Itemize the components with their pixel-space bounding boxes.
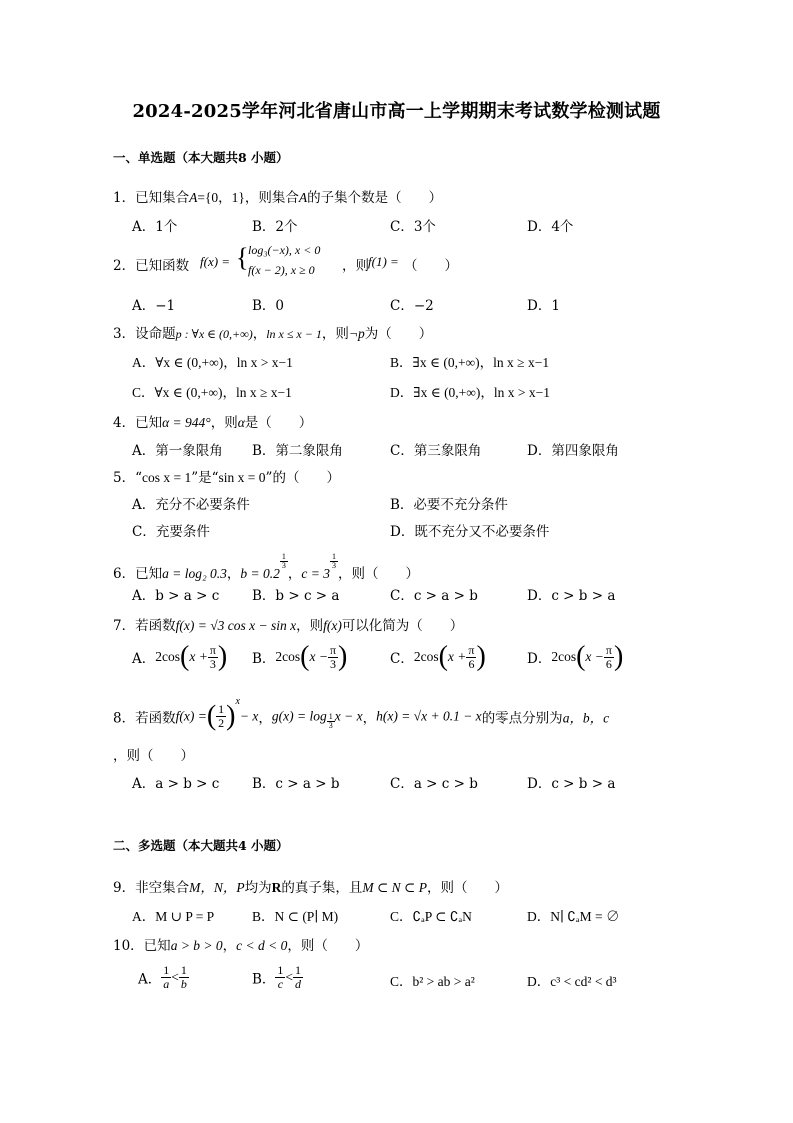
question-8-option-a: A．a > b > c bbox=[132, 776, 220, 792]
question-6-stem: 6．已知a = log₂ 0.3，b = 0.2 $^{\frac{1}{3}}$ ，c = 3 $^{\frac{1}{3}}$ ，则（ ） bbox=[113, 552, 420, 582]
question-2-case-1: log₃(−x), x < 0 bbox=[248, 243, 321, 257]
question-8-option-b: B．c > a > b bbox=[252, 776, 340, 792]
question-9-option-d: D．N∣ ∁ₐM = ∅ bbox=[527, 909, 620, 924]
question-6-exp-b: 1 3 bbox=[281, 552, 286, 570]
question-3-option-d: D．∃x ∈ (0,+∞)，ln x > x−1 bbox=[390, 385, 551, 400]
question-5-option-c: C．充要条件 bbox=[132, 524, 210, 540]
question-7-option-b: B．2cos(x − $\frac{\pi}{3}$ ) bbox=[252, 641, 348, 672]
question-3-stem: 3．设命题p : ∀x ∈ (0,+∞)，ln x ≤ x − 1，则¬p为（ ） bbox=[113, 326, 433, 342]
question-8-option-c: C．a > c > b bbox=[390, 776, 478, 792]
question-9-option-c: C．∁ₐP ⊂ ∁ₐN bbox=[390, 909, 472, 924]
question-10-stem: 10．已知a > b > 0，c < d < 0，则（ ） bbox=[113, 938, 369, 954]
question-7-option-c: C．2cos(x + $\frac{\pi}{6}$ ) bbox=[390, 641, 486, 672]
question-5-option-b: B．必要不充分条件 bbox=[390, 497, 508, 513]
question-1-option-a: A．1个 bbox=[132, 219, 178, 235]
question-7-option-d: D．2cos(x − $\frac{\pi}{6}$ ) bbox=[527, 641, 624, 672]
question-4-stem: 4．已知α = 944°，则α是（ ） bbox=[113, 415, 313, 431]
section-heading-single-choice: 一、单选题（本大题共8 小题） bbox=[113, 150, 289, 165]
question-2-option-a: A．−1 bbox=[132, 298, 176, 314]
question-10-option-d: D．c³ < cd² < d³ bbox=[527, 974, 617, 989]
question-6-option-c: C．c > a > b bbox=[390, 588, 478, 604]
question-9-option-b: B．N ⊂ (P∣ M) bbox=[252, 909, 339, 924]
question-7-option-a: A．2cos(x + $\frac{\pi}{3}$ ) bbox=[132, 641, 228, 672]
question-2-fx: f(x) = bbox=[200, 254, 231, 269]
question-4-option-b: B．第二象限角 bbox=[252, 443, 343, 459]
question-4-option-d: D．第四象限角 bbox=[527, 443, 619, 459]
question-10-option-a: A． $\frac{1}{a}$ < $\frac{1}{b}$ bbox=[138, 963, 187, 991]
question-2-case-2: f(x − 2), x ≥ 0 bbox=[248, 263, 315, 277]
question-2-stem-suffix: （ ） bbox=[404, 258, 458, 274]
question-10-option-c: C．b² > ab > a² bbox=[390, 974, 475, 989]
question-2-option-c: C．−2 bbox=[390, 298, 434, 314]
question-4-option-c: C．第三象限角 bbox=[390, 443, 482, 459]
question-1-option-b: B．2个 bbox=[252, 219, 298, 235]
question-6-option-b: B．b > c > a bbox=[252, 588, 340, 604]
page-title: 2024-2025学年河北省唐山市高一上学期期末考试数学检测试题 bbox=[132, 101, 661, 122]
question-2-option-d: D．1 bbox=[527, 298, 560, 314]
question-1-option-c: C．3个 bbox=[390, 219, 436, 235]
question-1-option-d: D．4个 bbox=[527, 219, 574, 235]
question-10-option-b: B． $\frac{1}{c}$ < $\frac{1}{d}$ bbox=[252, 963, 302, 991]
question-8-stem-suffix: ，则（ ） bbox=[113, 748, 194, 764]
question-9-stem: 9．非空集合M，N，P均为R的真子集，且M ⊂ N ⊂ P，则（ ） bbox=[113, 880, 508, 896]
question-2-brace: { bbox=[236, 243, 249, 272]
question-7-stem: 7．若函数f(x) = √3 cos x − sin x，则f(x)可以化简为（ ） bbox=[113, 618, 464, 634]
question-2-stem-prefix: 2．已知函数 bbox=[113, 258, 190, 274]
question-3-option-c: C．∀x ∈ (0,+∞)，ln x ≥ x−1 bbox=[132, 385, 292, 400]
question-5-option-d: D．既不充分又不必要条件 bbox=[390, 524, 550, 540]
question-3-option-b: B．∃x ∈ (0,+∞)，ln x ≥ x−1 bbox=[390, 355, 550, 370]
question-2-option-b: B．0 bbox=[252, 298, 285, 314]
question-6-option-a: A．b > a > c bbox=[132, 588, 220, 604]
question-5-option-a: A．充分不必要条件 bbox=[132, 497, 250, 513]
question-6-exp-c: 1 3 bbox=[332, 552, 337, 570]
question-4-option-a: A．第一象限角 bbox=[132, 443, 223, 459]
question-8-stem: 8．若函数f(x) =( $\frac{1}{2}$ )$^x$− x，g(x) = log $\frac{1}{3}$ x − x，h(x) = √x + 0.1 − x的零点分别为a，b，c bbox=[113, 696, 610, 732]
question-5-stem: 5．“cos x = 1”是“sin x = 0”的（ ） bbox=[113, 470, 340, 486]
question-1-stem: 1．已知集合A={0，1}，则集合A的子集个数是（ ） bbox=[113, 190, 443, 206]
question-3-option-a: A．∀x ∈ (0,+∞)，ln x > x−1 bbox=[132, 355, 293, 370]
question-8-option-d: D．c > b > a bbox=[527, 776, 616, 792]
question-6-option-d: D．c > b > a bbox=[527, 588, 616, 604]
question-2-stem-then: ，则 bbox=[342, 258, 369, 274]
question-2-f1: f(1) = bbox=[368, 254, 399, 269]
question-9-option-a: A．M ∪ P = P bbox=[132, 909, 215, 924]
section-heading-multiple-choice: 二、多选题（本大题共4 小题） bbox=[113, 838, 289, 853]
